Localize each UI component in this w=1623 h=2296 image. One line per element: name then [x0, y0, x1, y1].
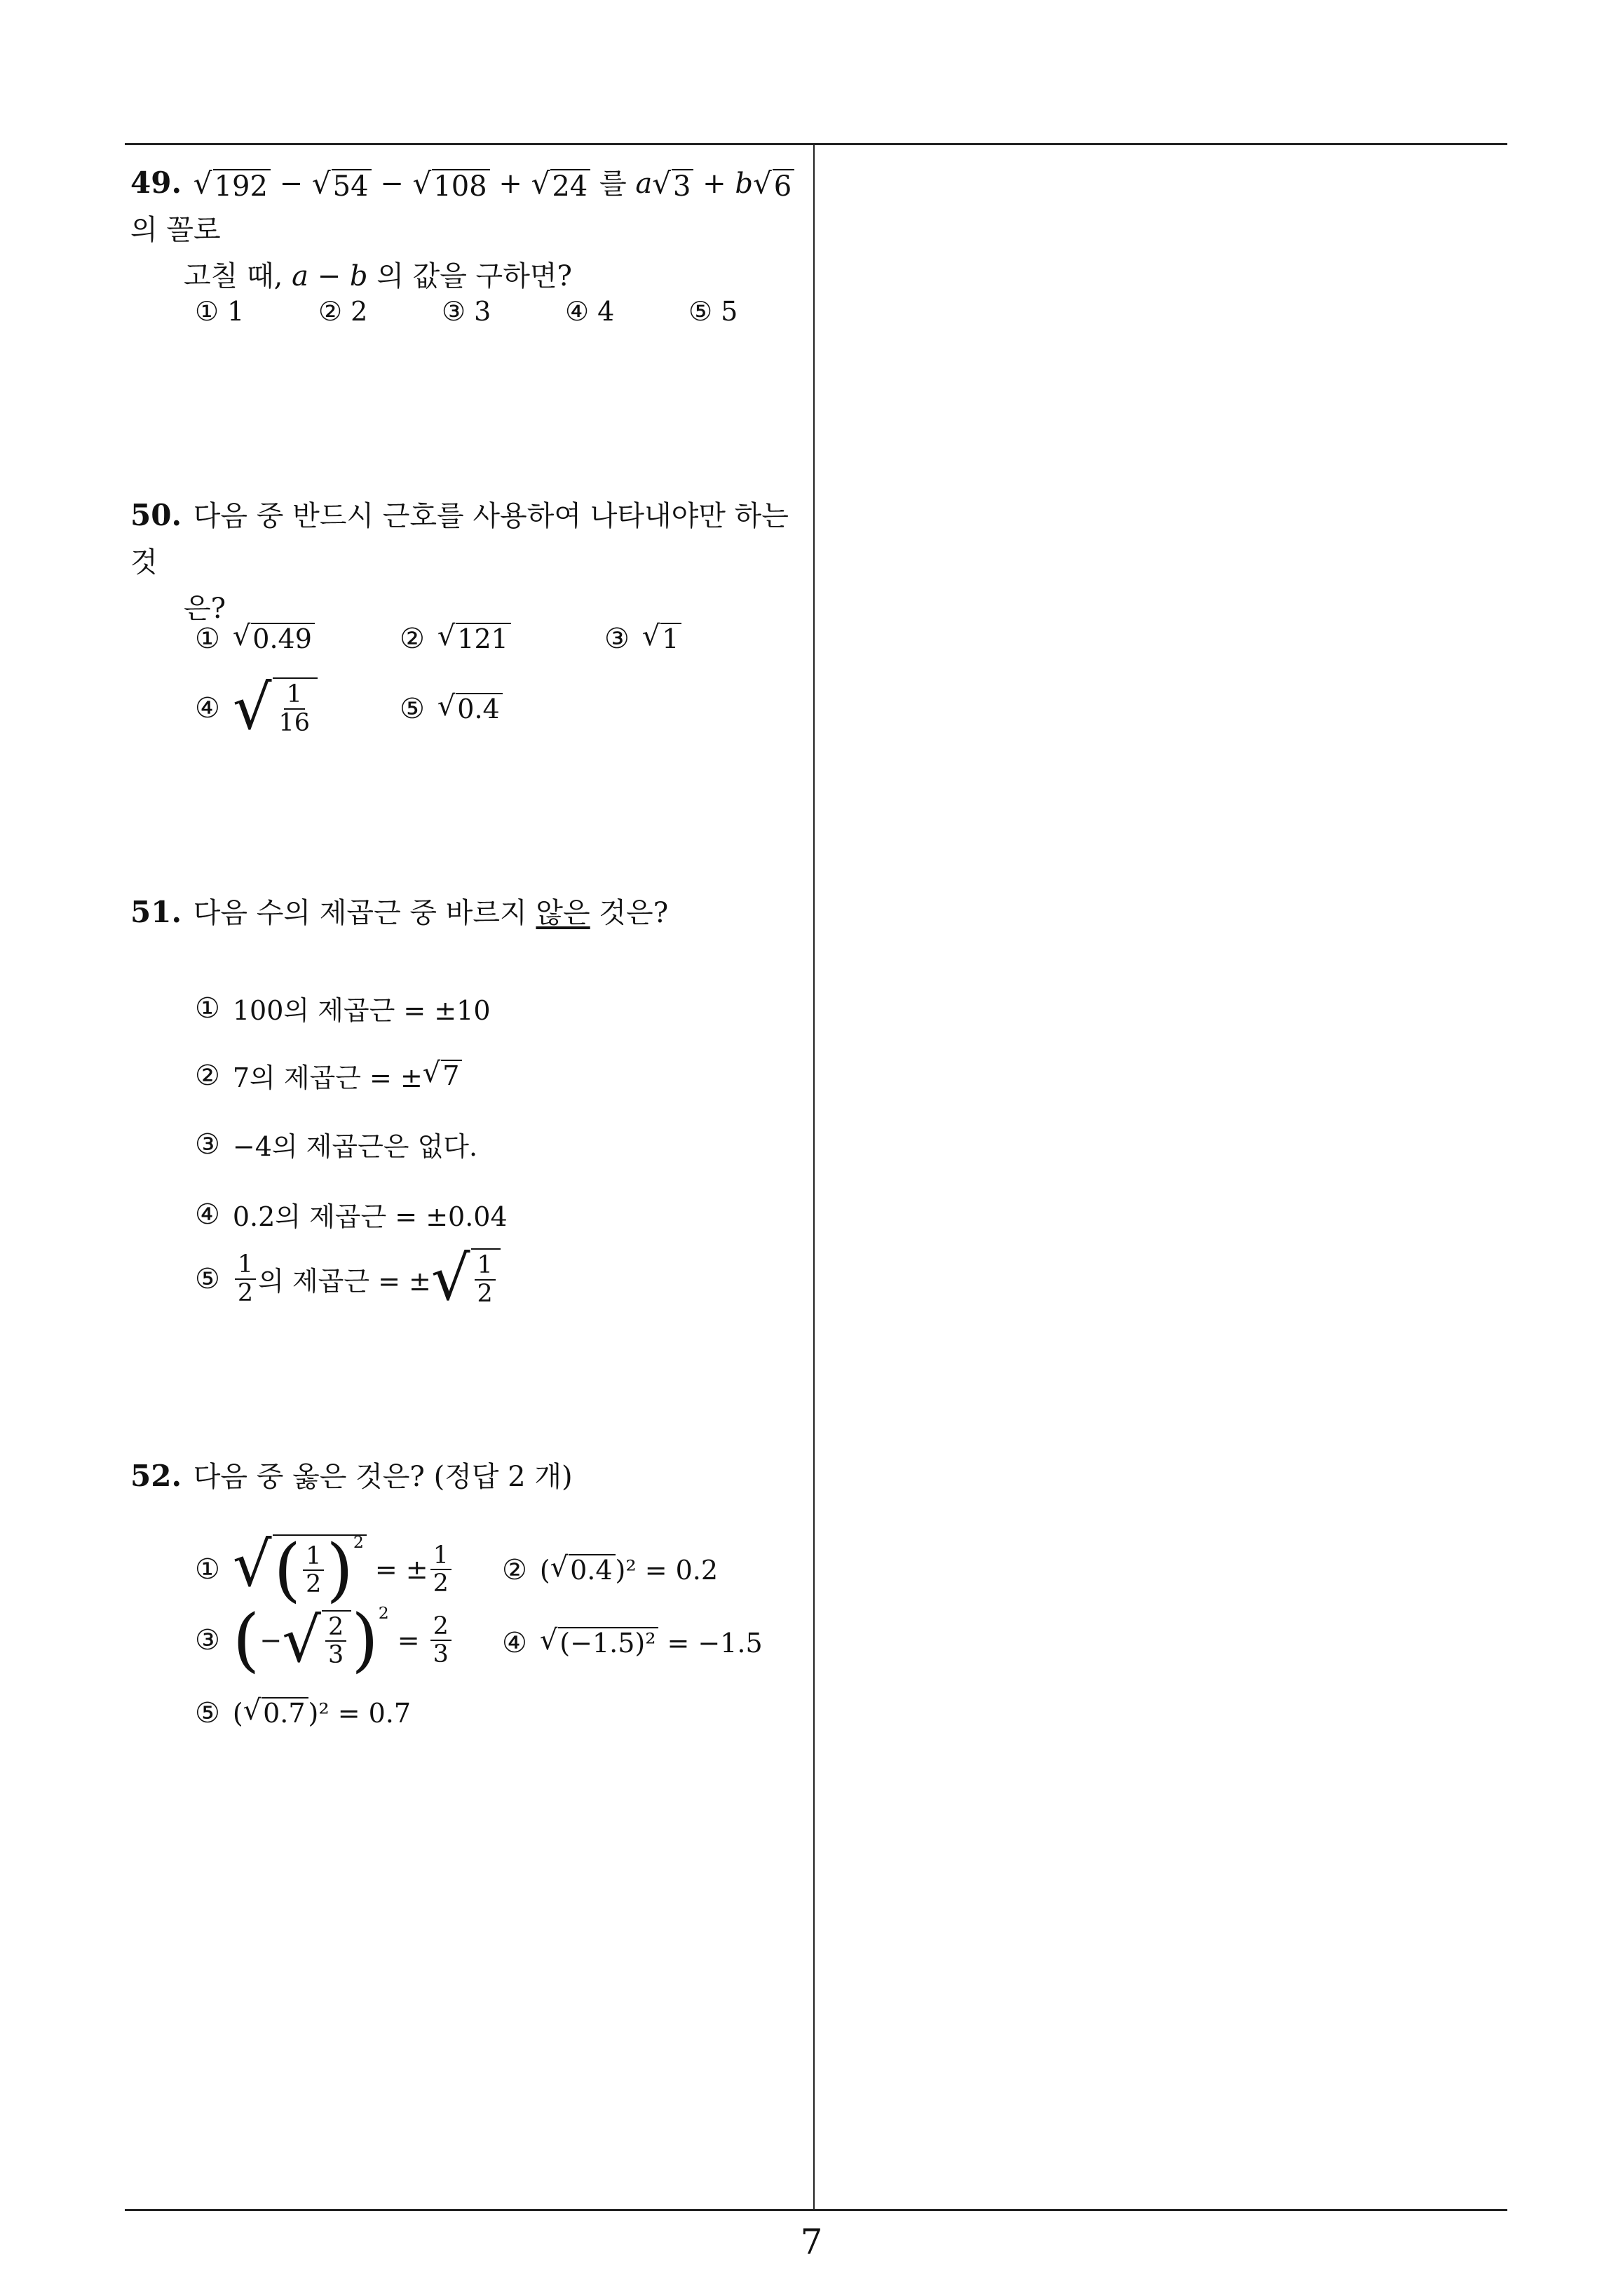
- q52-text: 다음 중 옳은 것은? (정답 2 개): [193, 1461, 573, 1493]
- q51-mark-4: ④: [195, 1198, 220, 1231]
- q49-option-4[interactable]: ④ 4: [565, 296, 615, 327]
- q52-option-5[interactable]: ⑤ ( √ 0.7 ) ² = 0.7: [195, 1694, 412, 1729]
- bottom-rule: [125, 2209, 1507, 2211]
- q50-mark-5: ⑤: [400, 693, 425, 725]
- q52-option-4-rest: = −1.5: [667, 1628, 763, 1659]
- q52-number: 52.: [130, 1459, 182, 1493]
- q51-text-a: 다음 수의 제곱근 중 바르지: [193, 897, 527, 929]
- q50-mark-4: ④: [195, 691, 220, 724]
- sqrt-24: √ 24: [531, 169, 591, 203]
- sqrt-3: √ 3: [652, 169, 693, 203]
- q49-line2: [130, 253, 803, 299]
- question-50: [130, 492, 803, 632]
- q49-line1: 49. √ 192 − √ 54 − √ 108 + √ 24 를 a √ 3 + b √ 6 의 꼴로: [130, 160, 803, 253]
- question-49: [130, 160, 803, 299]
- q52-mark-2: ②: [502, 1554, 527, 1586]
- q52-option-2-rest: ² = 0.2: [625, 1555, 719, 1586]
- q52-option-1-rhs: $\frac{1}{2}$: [430, 1542, 451, 1598]
- q51-mark-5: ⑤: [195, 1262, 220, 1295]
- q52-option-4[interactable]: [502, 1624, 763, 1659]
- q52-option-3-rhs: $\frac{2}{3}$: [430, 1613, 451, 1668]
- question-51: [130, 889, 803, 936]
- sqrt-54: √ 54: [312, 169, 372, 203]
- q50-option-1[interactable]: [195, 620, 315, 655]
- q51-option-5[interactable]: [195, 1243, 501, 1314]
- q49-tail: 의 꼴로: [130, 214, 221, 246]
- q51-text-b: 것은?: [599, 897, 669, 929]
- sqrt-1: √ 1: [642, 623, 682, 655]
- q51-mark-2: ②: [195, 1059, 220, 1092]
- q52-mark-3: ③: [195, 1624, 220, 1657]
- q52-mark-4: ④: [502, 1627, 527, 1659]
- q50-mark-1: ①: [195, 623, 220, 655]
- q49-number: 49.: [130, 166, 182, 200]
- q50-mark-3: ③: [604, 623, 630, 655]
- q52-option-3-equals: =: [397, 1625, 420, 1656]
- q52-option-3-minus: −: [259, 1625, 283, 1656]
- q50-option-4[interactable]: [195, 672, 318, 743]
- q52-option-1[interactable]: [195, 1529, 454, 1610]
- q51-number: 51.: [130, 895, 182, 929]
- q51-mark-1: ①: [195, 992, 220, 1025]
- q50-option-3[interactable]: [604, 620, 681, 655]
- q51-option-2-text: 7의 제곱근 = ±: [232, 1062, 423, 1093]
- q50-text-line1: 다음 중 반드시 근호를 사용하여 나타내야만 하는 것: [130, 500, 789, 579]
- q49-particle: 를: [599, 168, 627, 200]
- q51-option-3-text: −4의 제곱근은 없다.: [232, 1131, 478, 1162]
- sqrt-0-4: √ 0.4: [437, 693, 503, 725]
- q49-option-5[interactable]: ⑤ 5: [688, 296, 738, 327]
- sqrt-108: √ 108: [413, 169, 490, 203]
- q50-option-2[interactable]: [400, 620, 511, 655]
- column-divider: [813, 144, 815, 2210]
- sqrt-6: √ 6: [753, 169, 794, 203]
- q51-half: $\frac{1}{2}$: [235, 1251, 256, 1306]
- q51-option-1-text: 100의 제곱근 = ±10: [232, 995, 491, 1026]
- q49-option-1[interactable]: ① 1: [195, 296, 245, 327]
- q51-option-5-text: 의 제곱근 = ±: [258, 1266, 431, 1297]
- q52-option-2[interactable]: ② ( √ 0.4 ) ² = 0.2: [502, 1551, 719, 1586]
- q50-mark-2: ②: [400, 623, 425, 655]
- q51-text-underlined: 않은: [536, 897, 590, 929]
- sqrt-two-thirds: √ $\frac{2}{3}$: [282, 1610, 351, 1671]
- q51-option-4-text: 0.2의 제곱근 = ±0.04: [232, 1201, 508, 1232]
- q52-mark-5: ⑤: [195, 1697, 220, 1729]
- q49-option-3[interactable]: ③ 3: [442, 296, 491, 327]
- question-52: [130, 1453, 803, 1500]
- q50-option-5[interactable]: [400, 690, 503, 725]
- page-number: 7: [800, 2222, 823, 2262]
- q51-mark-3: ③: [195, 1128, 220, 1161]
- q52-option-1-equals: = ±: [374, 1554, 428, 1586]
- var-b: b: [735, 168, 753, 200]
- q52-option-3-exp: 2: [378, 1603, 389, 1623]
- sqrt-one-sixteenth: √ $\frac{1}{16}$: [233, 677, 318, 738]
- q49-line2-a: 고칠 때,: [184, 260, 283, 292]
- sqrt-0-4-squared: √ 0.4: [550, 1554, 616, 1586]
- q50-text-line2: 은?: [184, 593, 226, 625]
- sqrt-0-7-squared: √ 0.7: [243, 1697, 308, 1729]
- q50-number: 50.: [130, 498, 182, 532]
- q52-option-3[interactable]: ③ ( − √ $\frac{2}{3}$ ) 2 = $\frac{2}{3}$: [195, 1606, 454, 1675]
- top-rule: [125, 143, 1507, 145]
- q51-option-4[interactable]: [195, 1195, 508, 1234]
- sqrt-half-squared: √ ( $\frac{1}{2}$ ) 2: [233, 1534, 367, 1605]
- sqrt-7: √ 7: [423, 1060, 463, 1092]
- sqrt-neg-1-5-squared: √ (−1.5)²: [540, 1627, 659, 1659]
- q51-option-1[interactable]: [195, 989, 491, 1027]
- sqrt-0-49: √ 0.49: [233, 623, 315, 655]
- q49-option-2[interactable]: ② 2: [318, 296, 368, 327]
- q51-option-2[interactable]: [195, 1056, 462, 1095]
- sqrt-one-half: √ $\frac{1}{2}$: [431, 1248, 501, 1309]
- sqrt-121: √ 121: [437, 623, 511, 655]
- q52-option-5-rest: ² = 0.7: [318, 1698, 412, 1729]
- q51-option-3[interactable]: [195, 1125, 477, 1163]
- q52-mark-1: ①: [195, 1553, 220, 1586]
- var-a: a: [635, 168, 653, 200]
- sqrt-192: √ 192: [193, 169, 271, 203]
- q49-line2-b: 의 값을 구하면?: [376, 260, 572, 292]
- q49-expression: a − b: [292, 260, 368, 292]
